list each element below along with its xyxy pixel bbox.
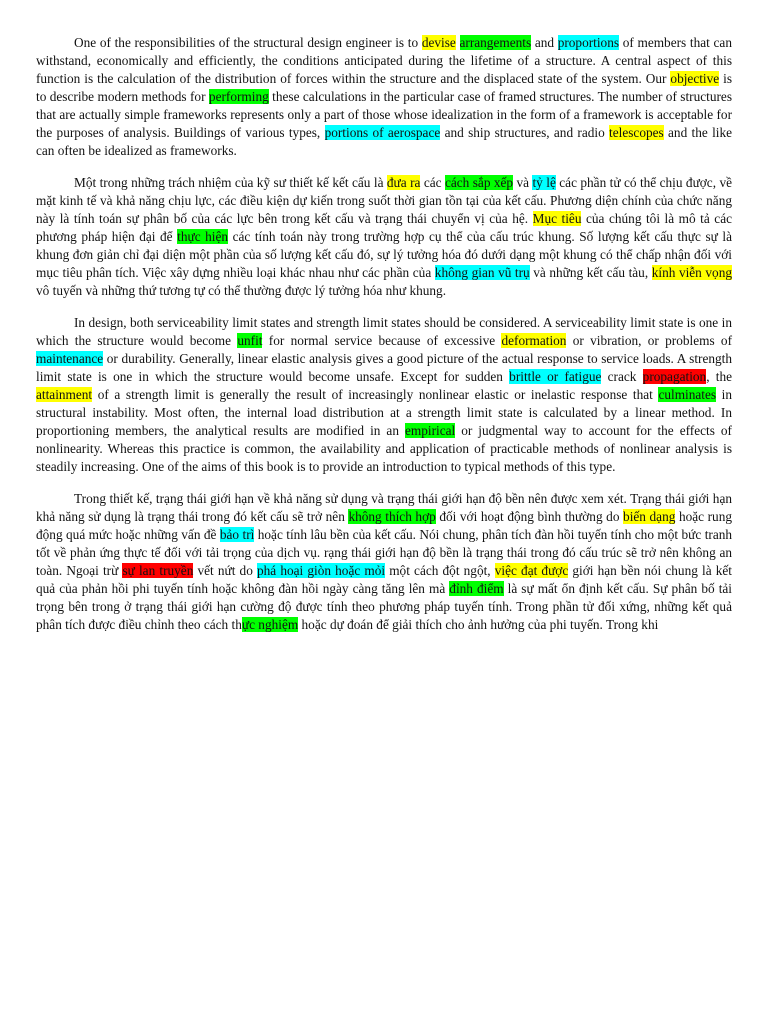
text-run: vô tuyến và những thứ tương tự có thể thường được lý tưởng hóa như khung. xyxy=(36,283,447,298)
text-run: và những kết cấu tàu, xyxy=(529,265,652,280)
highlighted-term: telescopes xyxy=(609,125,664,140)
text-run: crack xyxy=(601,369,643,384)
highlighted-term: tỷ lệ xyxy=(532,175,556,190)
text-run: các tính toán này trong trường hợp cụ thể của cấu trúc khung. Số lượng kết cấu thực sự là khung đơn giản chỉ đại diện một phần của số lượng kết cấu đó, sự lý tưởng hóa đó dưới dạng một khung có thể chấp nhận đối với mục tiêu phân tích. Việc xây dựng nhiều loại khác nhau như các phần của xyxy=(36,229,732,280)
highlighted-term: bảo trì xyxy=(219,527,255,542)
text-run: or vibration, or problems of xyxy=(566,333,732,348)
highlighted-term: thực hiện xyxy=(177,229,229,244)
highlighted-term: proportions xyxy=(557,35,620,50)
highlighted-term: culminates xyxy=(658,387,717,402)
text-run: vết nứt do xyxy=(193,563,257,578)
highlighted-term: empirical xyxy=(404,423,456,438)
highlighted-term: đưa ra xyxy=(386,175,421,190)
text-run: Trong thiết kế, trạng thái giới hạn về khả năng sử dụng và trạng thái giới hạn độ bền nên được xem xét. Trạng thái giới hạn khả năng sử dụng là trạng thái trong đó kết cấu sẽ trở nên xyxy=(36,491,732,524)
text-run: , the xyxy=(706,369,732,384)
highlighted-term: maintenance xyxy=(36,351,104,366)
highlighted-term: đỉnh điểm xyxy=(449,581,504,596)
paragraph-en-1 xyxy=(36,34,732,160)
text-run: is to describe modern methods for xyxy=(36,71,732,104)
highlighted-term: sự lan truyền xyxy=(122,563,194,578)
highlighted-term: arrangements xyxy=(459,35,532,50)
paragraph-vi-2 xyxy=(36,490,732,634)
text-run: của chúng tôi là mô tả các phương pháp hiện đại để xyxy=(36,211,733,244)
highlighted-term: không thích hợp xyxy=(348,509,436,524)
highlighted-term: propagation xyxy=(642,369,707,384)
text-run: of a strength limit is generally the result of increasingly nonlinear elastic or inelastic response that xyxy=(92,387,659,402)
highlighted-term: deformation xyxy=(501,333,567,348)
text-run: in structural instability. Most often, the internal load distribution at a strength limit state is calculated by a linear method. In proportioning members, the analytical results are modified in an xyxy=(36,387,733,438)
highlighted-term: performing xyxy=(208,89,269,104)
highlighted-term: Mục tiêu xyxy=(532,211,582,226)
highlighted-term: kính viễn vọng xyxy=(651,265,732,280)
text-run: là sự mất ổn định kết cấu. Sự phân bố tải trọng bên trong ở trạng thái giới hạn cường độ được tính theo phương pháp tuyến tính. Trong phần tử đối xứng, những kết quả phân tích được điều chỉnh theo cách th xyxy=(36,581,732,632)
text-run: One of the responsibilities of the structural design engineer is to xyxy=(74,35,422,50)
highlighted-term: unfit xyxy=(237,333,263,348)
text-run: hoặc tính lâu bền của kết cấu. Nói chung, phân tích đàn hồi tuyến tính cho một bức tranh tốt về phản ứng thực tế đối với tải trọng của dịch vụ. rạng thái giới hạn độ bền là trạng thái trong đó cấu trúc sẽ trở nên không an toàn. Ngoại trừ xyxy=(36,527,733,578)
text-run: hoặc dự đoán để giải thích cho ảnh hưởng của phi tuyến. Trong khi xyxy=(298,617,659,632)
paragraph-en-2 xyxy=(36,314,732,476)
document-page xyxy=(36,34,732,648)
text-run: for normal service because of excessive xyxy=(262,333,502,348)
highlighted-term: attainment xyxy=(36,387,93,402)
text-run: giới hạn bền nói chung là kết quả của phản hồi phi tuyến tính hoặc không đàn hồi ngày càng tăng lên mà xyxy=(36,563,732,596)
highlighted-term: portions of aerospace xyxy=(324,125,441,140)
text-run: Một trong những trách nhiệm của kỹ sư thiết kế kết cấu là xyxy=(74,175,387,190)
highlighted-term: cách sắp xếp xyxy=(444,175,514,190)
highlighted-term: biến dạng xyxy=(623,509,676,524)
text-run: In design, both serviceability limit states and strength limit states should be considered. A serviceability limit state is one in which the structure would become xyxy=(36,315,732,348)
text-run: or durability. Generally, linear elastic analysis gives a good picture of the actual response to service loads. A strength limit state is one in which the structure would become unsafe. Except for sudden xyxy=(36,351,732,384)
text-run: các phần tử có thể chịu được, về mặt kinh tế và khả năng chịu lực, các điều kiện dự kiến trong suốt thời gian tồn tại của kết cấu. Phương diện chính của chức năng này là tính toán sự phân bố của các lực bên trong kết cấu và trạng thái chuyển vị của hệ. xyxy=(36,175,732,226)
text-run: đối với hoạt động bình thường do xyxy=(435,509,624,524)
text-run: và xyxy=(513,175,533,190)
highlighted-term: devise xyxy=(421,35,456,50)
text-run: and the like can often be idealized as frameworks. xyxy=(36,125,733,158)
highlighted-term: việc đạt được xyxy=(494,563,569,578)
text-run: of members that can withstand, economically and efficiently, the conditions anticipated during the lifetime of a structure. A central aspect of this function is the calculation of the distribution of forces within the structure and the displaced state of the system. Our xyxy=(36,35,732,86)
text-run: and ship structures, and radio xyxy=(440,125,610,140)
text-run xyxy=(456,35,460,50)
highlighted-term: objective xyxy=(670,71,720,86)
highlighted-term: ực nghiệm xyxy=(241,617,299,632)
paragraph-vi-1 xyxy=(36,174,732,300)
text-run: or judgmental way to account for the effects of nonlinearity. Whereas this practice is common, the availability and application of practicable methods of nonlinear analysis is steadily increasing. One of the aims of this book is to provide an introduction to typical methods of this type. xyxy=(36,423,732,474)
text-run: these calculations in the particular case of framed structures. The number of structures that are actually simple frameworks represents only a part of those whose idealization in the form of a framework is acceptable for the purposes of analysis. Buildings of various types, xyxy=(36,89,732,140)
highlighted-term: brittle or fatigue xyxy=(509,369,602,384)
highlighted-term: phá hoại giòn hoặc mỏi xyxy=(257,563,386,578)
text-run: and xyxy=(531,35,558,50)
highlighted-term: không gian vũ trụ xyxy=(434,265,530,280)
text-run: hoặc rung động quá mức hoặc những vấn đề xyxy=(36,509,733,542)
text-run: các xyxy=(420,175,445,190)
text-run: một cách đột ngột, xyxy=(385,563,495,578)
